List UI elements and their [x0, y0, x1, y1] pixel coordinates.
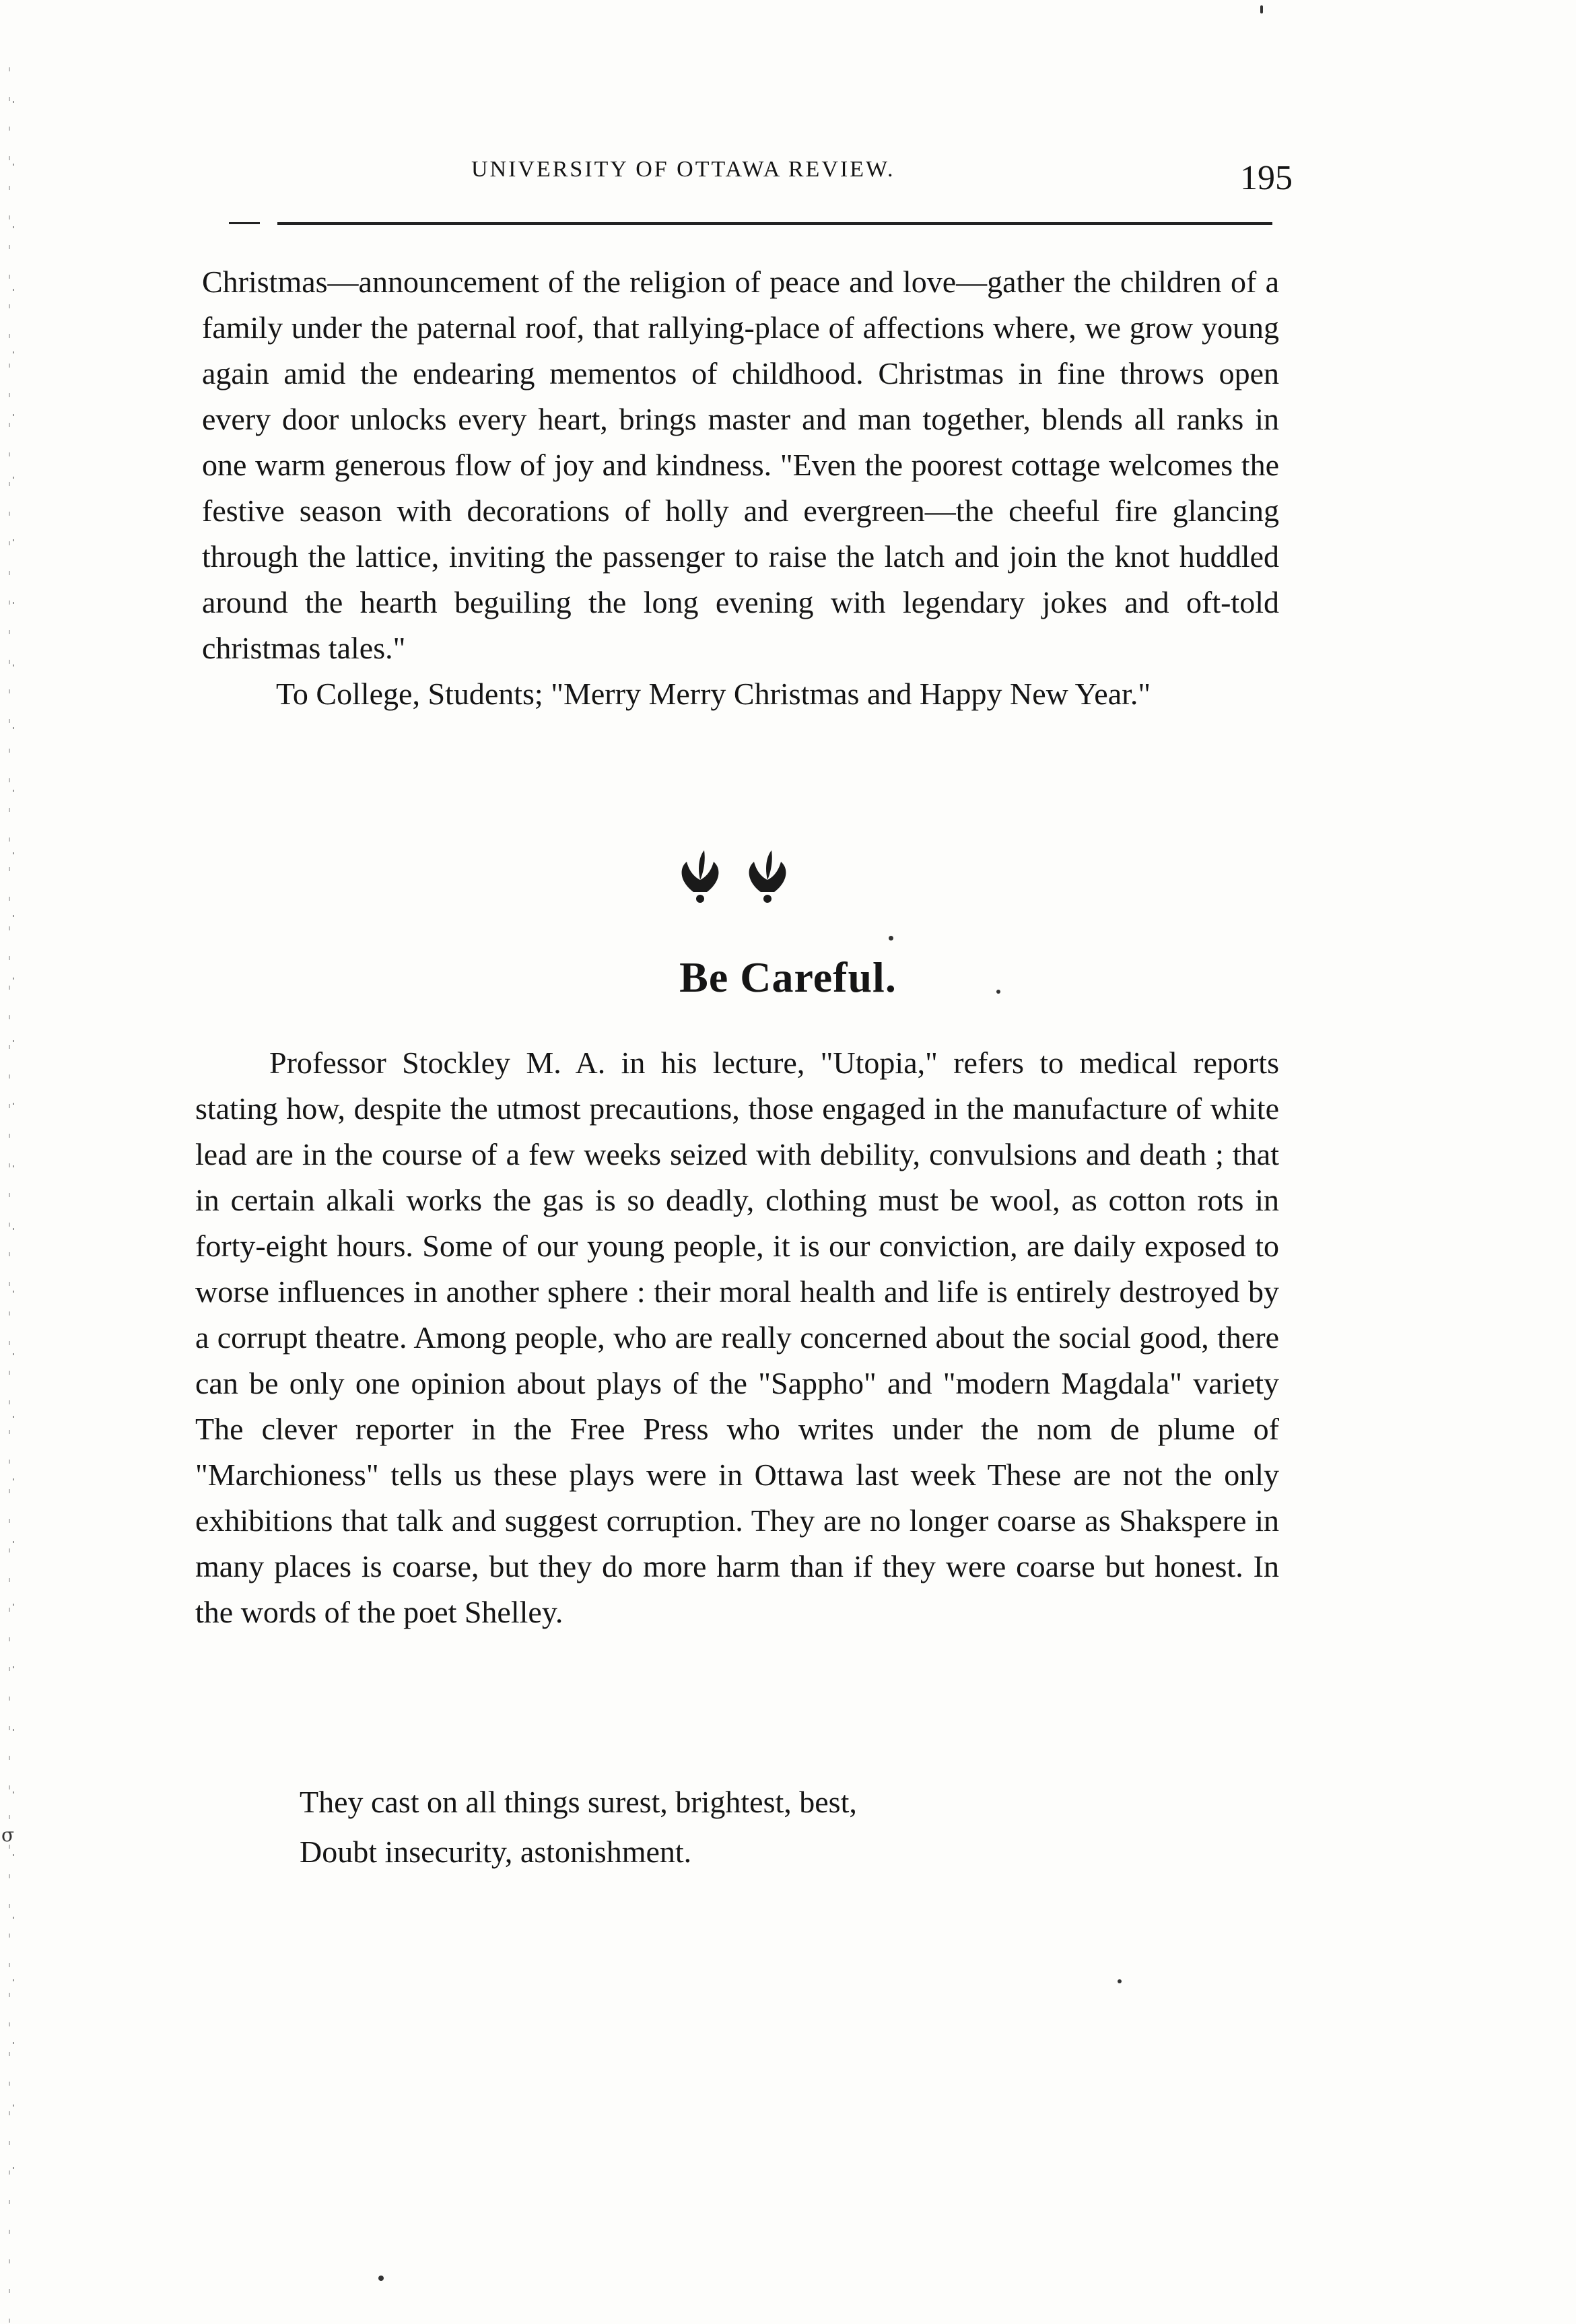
ink-speck	[1118, 1979, 1122, 1983]
ink-speck	[996, 990, 1000, 994]
greeting-paragraph: To College, Students; "Merry Merry Christmas and Happy New Year."	[276, 677, 1151, 711]
verse-line: Doubt insecurity, astonishment.	[300, 1835, 692, 1869]
svg-text:σ: σ	[1, 1824, 15, 1846]
double-fleuron-icon	[666, 845, 801, 905]
christmas-passage	[202, 259, 1279, 717]
page-number: 195	[1240, 159, 1293, 197]
ink-speck	[1260, 5, 1263, 13]
article-title: Be Careful.	[679, 953, 897, 1001]
verse-quote	[300, 1777, 857, 1877]
header-rule-short	[229, 222, 260, 224]
article-body	[195, 1040, 1279, 1635]
ink-speck	[889, 936, 893, 941]
verse-line: They cast on all things surest, brightest, best,	[300, 1785, 857, 1819]
christmas-paragraph: Christmas—announcement of the religion of peace and love—gather the children of a family under the paternal roof, that rallying-place of affections where, we grow young again amid the endearing mementos of childhood. Christmas in fine throws open every door unlocks every heart, brings master and man together, blends all ranks in one warm generous flow of joy and kindness. "Even the poorest cottage welcomes the festive season with decorations of holly and evergreen—the cheeful fire glancing through the lattice, inviting the passenger to raise the latch and join the knot huddled around the hearth beguiling the long evening with legendary jokes and oft-told christmas tales."	[202, 265, 1279, 665]
ink-speck	[378, 2276, 384, 2281]
header-rule	[277, 222, 1272, 225]
binding-edge	[0, 0, 27, 2324]
page-header	[202, 151, 1299, 199]
running-head: UNIVERSITY OF OTTAWA REVIEW.	[471, 157, 895, 182]
article-paragraph: Professor Stockley M. A. in his lecture, "Utopia," refers to medical reports stating how, despite the utmost precautions, those engaged in the manufacture of white lead are in the course of a few weeks seized with debility, convulsions and death ; that in certain alkali works the gas is so deadly, clothing must be wool, as cotton rots in forty-eight hours. Some of our young people, it is our conviction, are daily exposed to worse influences in another sphere : their moral health and life is entirely destroyed by a corrupt theatre. Among people, who are really concerned about the social good, there can be only one opinion about plays of the "Sappho" and "modern Magdala" variety The clever reporter in the Free Press who writes under the nom de plume of "Marchioness" tells us these plays were in Ottawa last week These are not the only exhibitions that talk and suggest corruption. They are no longer coarse as Shakspere in many places is coarse, but they do more harm than if they were coarse but honest. In the words of the poet Shelley.	[195, 1046, 1279, 1629]
